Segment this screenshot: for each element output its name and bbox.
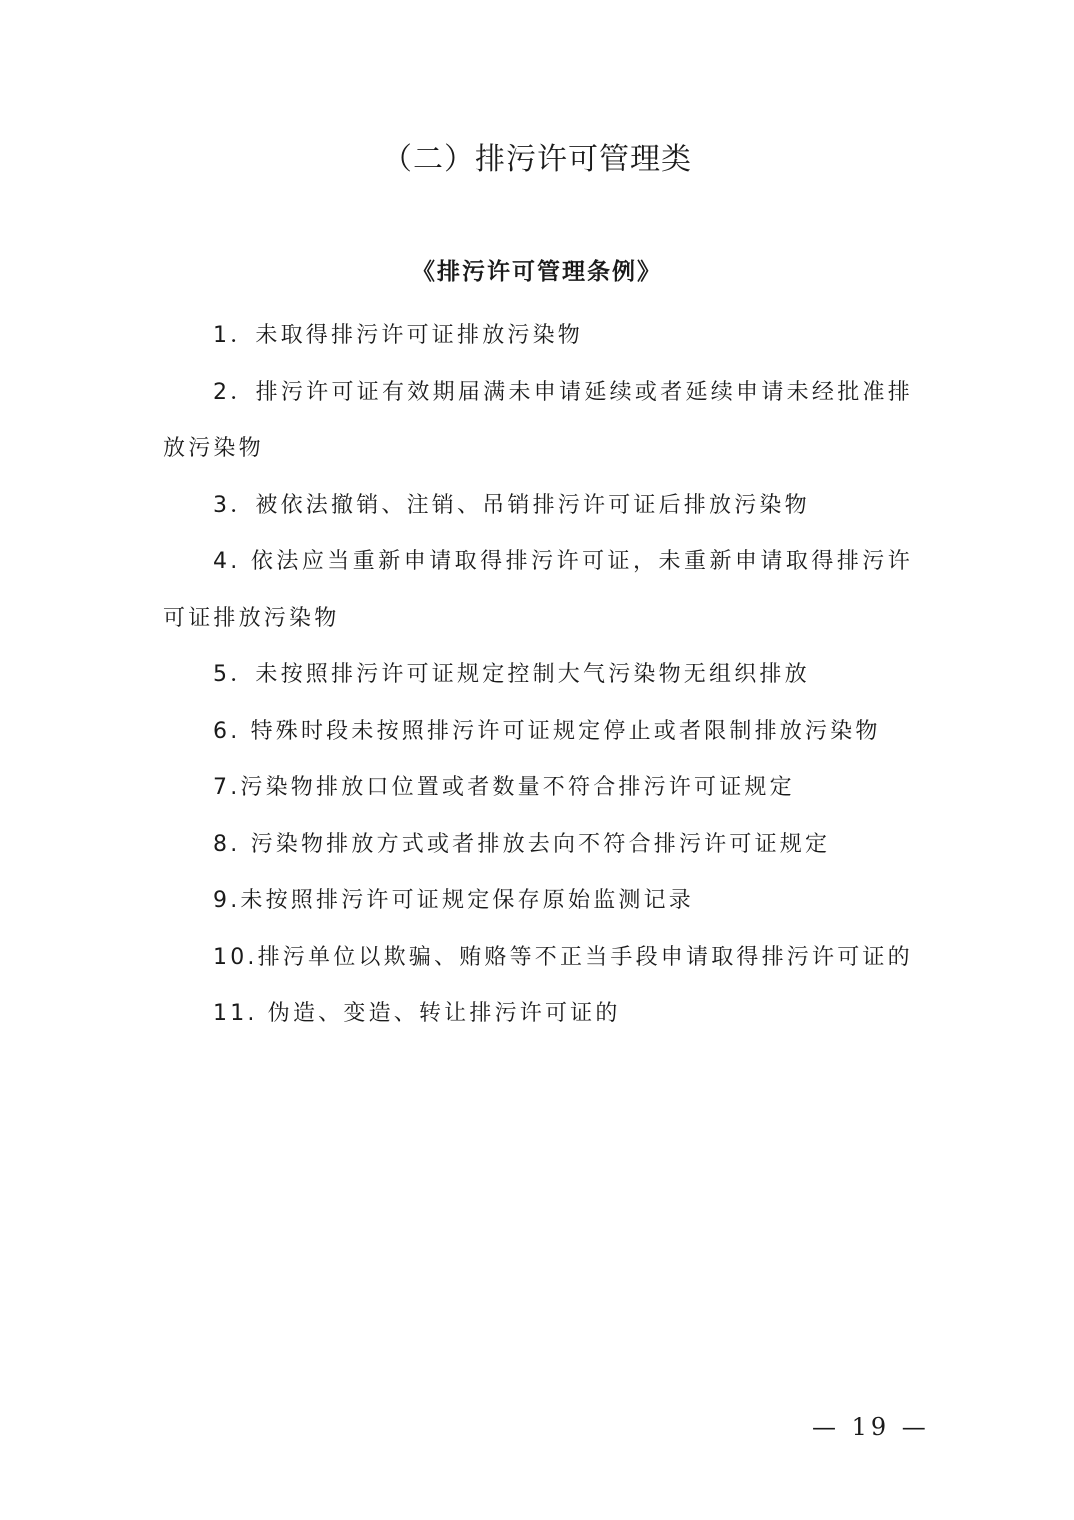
list-item: 5．未按照排污许可证规定控制大气污染物无组织排放	[213, 662, 810, 687]
violation-list	[163, 308, 913, 1043]
list-item: 3．被依法撤销、注销、吊销排污许可证后排放污染物	[213, 492, 810, 518]
list-item: 4. 依法应当重新申请取得排污许可证，未重新申请取得排污许可证排放污染物	[163, 549, 913, 631]
list-item: 9.未按照排污许可证规定保存原始监测记录	[213, 888, 694, 913]
list-item: 1．未取得排污许可证排放污染物	[213, 323, 583, 348]
list-item: 10.排污单位以欺骗、贿赂等不正当手段申请取得排污许可证的	[213, 944, 913, 970]
regulation-title: 《排污许可管理条例》	[412, 259, 662, 285]
list-item: 6. 特殊时段未按照排污许可证规定停止或者限制排放污染物	[213, 718, 881, 744]
list-item: 2．排污许可证有效期届满未申请延续或者延续申请未经批准排放污染物	[163, 379, 913, 461]
list-item: 7.污染物排放口位置或者数量不符合排污许可证规定	[213, 775, 795, 800]
page-number: — 19 —	[812, 1413, 930, 1441]
section-title: （二）排污许可管理类	[382, 142, 692, 177]
list-item: 11. 伪造、变造、转让排污许可证的	[213, 1001, 621, 1026]
list-item: 8. 污染物排放方式或者排放去向不符合排污许可证规定	[213, 831, 831, 857]
